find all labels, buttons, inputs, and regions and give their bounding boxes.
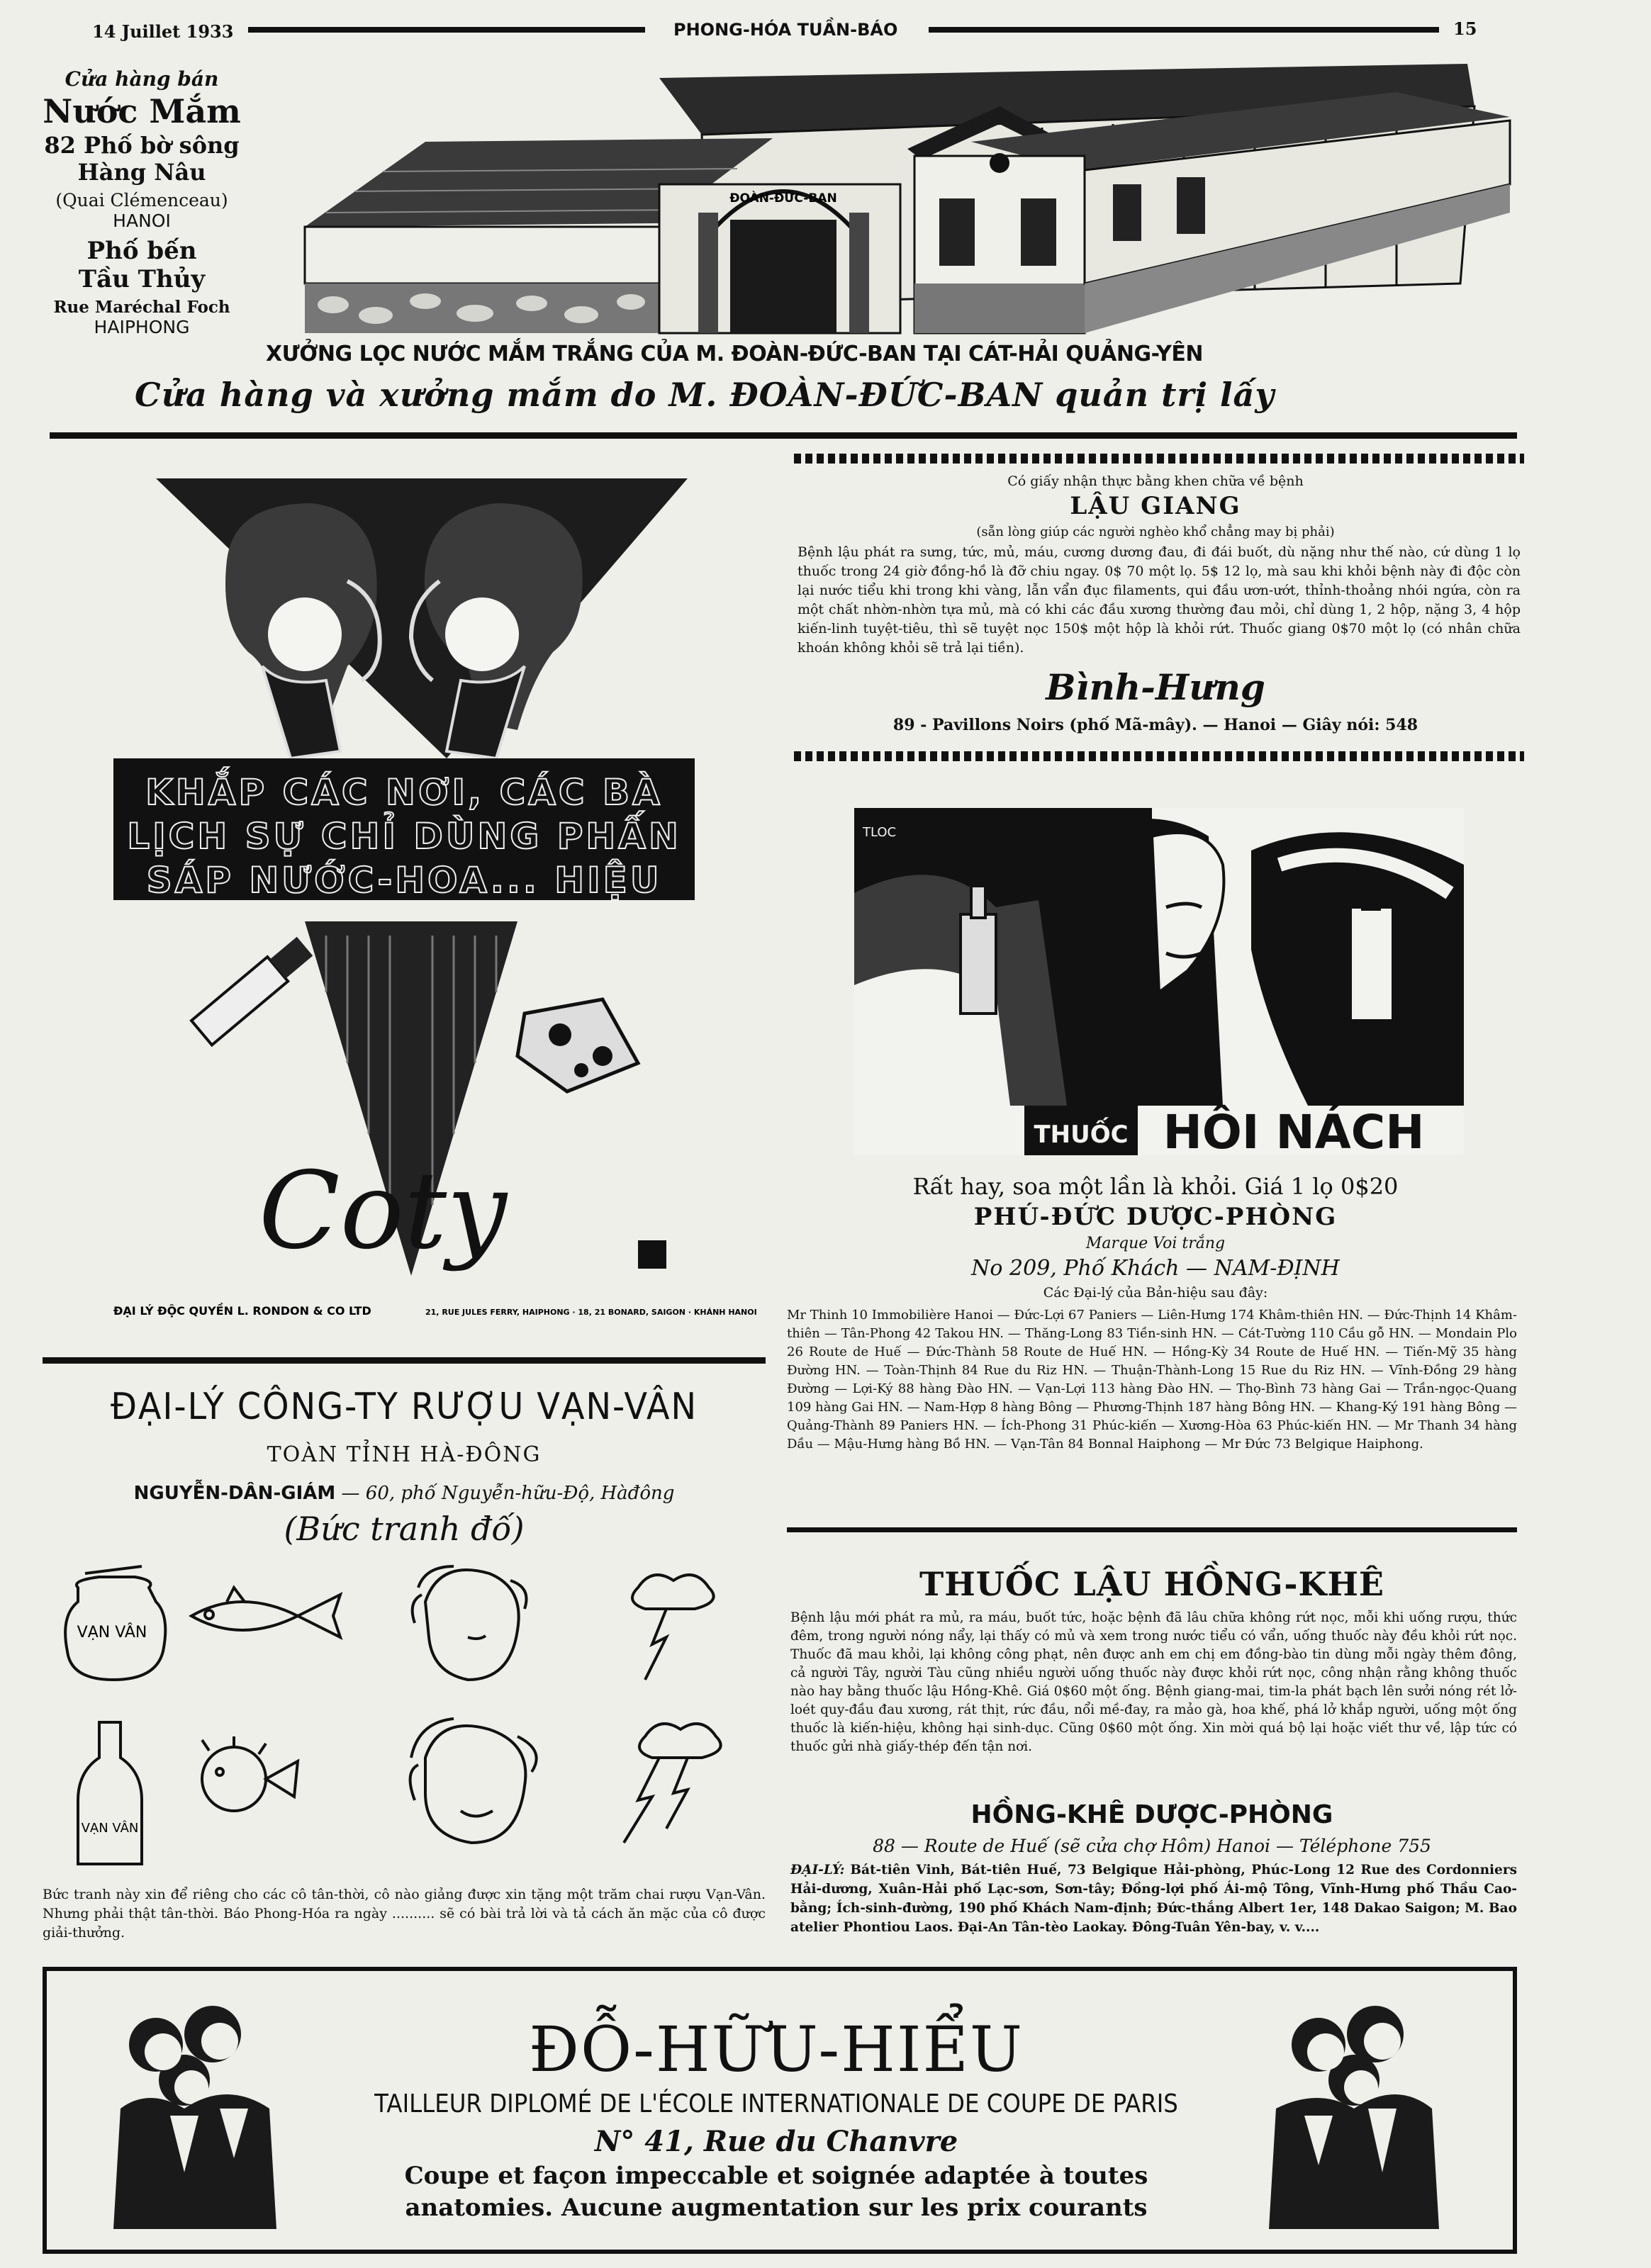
shop-line: Rue Maréchal Foch — [53, 298, 230, 317]
nuoc-mam-headline: Cửa hàng và xưởng mắm do M. ĐOÀN-ĐỨC-BAN quản trị lấy — [135, 376, 1275, 414]
coty-brand-signature: Coty — [258, 1150, 508, 1273]
coty-banner-line: LỊCH SỰ CHỈ DÙNG PHẤN — [127, 816, 681, 857]
hoi-nach-marque: Marque Voi trắng — [1085, 1235, 1226, 1252]
puffer-fish-icon — [202, 1736, 298, 1811]
section-rule — [787, 1527, 1517, 1532]
shop-line: Nước Mắm — [43, 92, 241, 130]
tailor-line-2: anatomies. Aucune augmentation sur les prix courants — [405, 2194, 1148, 2222]
van-van-title: ĐẠI-LÝ CÔNG-TY RƯỢU VẠN-VÂN — [110, 1386, 698, 1428]
van-van-body: Bức tranh này xin để riêng cho các cô tân-thời, cô nào giảng được xin tặng một trăm chai rượu Vạn-Vân. Nhưng phải thật tân-thời. Báo Phong-Hóa ra ngày .......... sẽ có bài trả lời và tả cách ăn mặc của cô được giải-thưởng. — [43, 1887, 766, 1941]
fish-icon — [191, 1588, 340, 1637]
hong-khe-agents-label: ĐẠI-LÝ: — [790, 1863, 845, 1877]
shop-line: Phố bến — [86, 237, 197, 265]
van-van-region: TOÀN TỈNH HÀ-ĐÔNG — [267, 1442, 542, 1467]
powder-puff-icon — [268, 597, 342, 671]
shop-line: HAIPHONG — [94, 317, 190, 337]
van-van-puzzle-title: (Bức tranh đố) — [284, 1510, 525, 1548]
hoi-nach-tagline: Rất hay, soa một lần là khỏi. Giá 1 lọ 0$20 — [912, 1173, 1399, 1200]
shop-line: (Quai Clémenceau) — [55, 190, 228, 210]
powder-box-icon — [517, 999, 638, 1091]
lightning-cloud-icon — [624, 1724, 721, 1843]
lipstick-icon — [191, 934, 315, 1045]
hoi-nach-illustration — [854, 808, 1464, 1160]
hong-khe-maker: HỒNG-KHÊ DƯỢC-PHÒNG — [970, 1800, 1333, 1829]
shop-line: Hàng Nâu — [77, 159, 206, 186]
nuoc-mam-shop-info — [28, 67, 255, 337]
header-rule-right — [929, 27, 1439, 33]
coty-logo-stamp — [638, 1240, 666, 1269]
lau-giang-body: Bệnh lậu phát ra sưng, tức, mủ, máu, cương dương đau, đi đái buốt, dù nặng như thế nào, cứ dùng 1 lọ thuốc trong 24 giờ đồng-hồ là đỡ chiu ngay. 0$ 70 một lọ. 5$ 12 lọ, mà sau khi khỏi bệnh này đi độc còn lại nước tiểu khi trong khi vàng, lẫn vẩn đục filaments, qui đầu ươn-ướt, thỉnh-thoảng nhói ngứa, còn ra một chất nhờn-nhờn tựa mủ, mà có khi các đầu xương thường đau mỏi, chỉ dùng 1, 2 hộp, nặng 3, 4 hộp kiến-linh tuyệt-tiêu, thì sẽ tuyệt nọc 150$ một hộp là khỏi rứt. Thuốc giang 0$70 một lọ (có nhân chữa khoán không khỏi sẽ trả lại tiền). — [797, 544, 1521, 656]
tailor-title: TAILLEUR DIPLOMÉ DE L'ÉCOLE INTERNATIONALE DE COUPE DE PARIS — [374, 2089, 1178, 2118]
gentlemen-illustration-left — [106, 2002, 291, 2229]
bottle-icon — [961, 914, 996, 1014]
lau-giang-subtitle: (sẵn lòng giúp các người nghèo khổ chẳng may bị phải) — [976, 524, 1335, 539]
bottle-label: VẠN VÂN — [81, 1821, 139, 1836]
woman-head-icon — [410, 1719, 537, 1843]
hoi-nach-agents: Mr Thinh 10 Immobilière Hanoi — Đức-Lợi 67 Paniers — Liên-Hưng 174 Khâm-thiên HN. — Đức-Thịnh 14 Khâm-thiên — Tân-Phong 42 Takou HN. — Thăng-Long 83 Tiền-sinh HN. — Cát-Tường 110 Cầu gỗ HN. — Mondain Plo 26 Route de Huế — Đức-Thành 58 Route de Huế HN. — Hồng-Kỳ 34 Route de Huế HN. — Tiến-Mỹ 35 hàng Đường HN. — Toàn-Thịnh 84 Rue du Riz HN. — Thuận-Thành-Long 15 Rue du Riz HN. — Vĩnh-Đồng 29 hàng Đường — Lợi-Ký 88 hàng Đào HN. — Vạn-Lợi 113 hàng Đào HN. — Thọ-Bình 73 hàng Gai — Trần-ngọc-Quang 109 hàng Gai HN. — Nam-Hợp 8 hàng Bông — Phương-Thịnh 187 hàng Bông HN. — Khang-Ký 191 hàng Bông — Quảng-Thành 89 Paniers HN. — Ích-Phong 31 Phúc-kiến — Xương-Hòa 63 Phúc-kiến HN. — Mr Thanh 34 hàng Dầu — Mậu-Hưng hàng Bồ HN. — Vạn-Tân 84 Bonnal Haiphong — Mr Đức 73 Belgique Haiphong. — [787, 1308, 1517, 1452]
header-page-number: 15 — [1453, 18, 1477, 39]
bottle-icon — [1350, 907, 1393, 1021]
coty-agent-line-2: 21, RUE JULES FERRY, HAIPHONG · 18, 21 BONARD, SAIGON · KHÁNH HANOI — [425, 1308, 757, 1317]
hong-khe-agents-list: Bát-tiên Vinh, Bát-tiên Huế, 73 Belgique Hải-phòng, Phúc-Long 12 Rue des Cordonniers Hải-dương, Xuân-Hải phố Lạc-sơn, Sơn-tây; Đồng-lợi phố Ái-mộ Tông, Vĩnh-Hưng phố Thầu Cao-bằng; Ích-sinh-đường, 190 phố Khách Nam-định; Đức-thắng Albert 1er, 148 Dakao Saigon; M. Bao atelier Phontiou Laos. Đại-An Tân-tèo Laokay. Đông-Tuân Yên-bay, v. v.... — [790, 1863, 1517, 1935]
hoi-nach-address: No 209, Phố Khách — NAM-ĐỊNH — [971, 1256, 1340, 1281]
tailor-line-1: Coupe et façon impeccable et soignée adaptée à toutes — [404, 2162, 1148, 2190]
lau-giang-brand: Bình-Hưng — [1046, 666, 1265, 708]
wavy-rule — [794, 751, 1524, 761]
hoi-nach-title-small: THUỐC — [1034, 1121, 1129, 1149]
hoi-nach-maker: PHÚ-ĐỨC DƯỢC-PHÒNG — [973, 1203, 1338, 1231]
hong-khe-body: Bệnh lậu mới phát ra mủ, ra máu, buốt tức, hoặc bệnh đã lâu chữa không rứt nọc, mỗi khi uống rượu, thức đêm, trong người nóng nẩy, lại thấy có mủ và xem trong nước tiểu có vẩn, uống thuốc này đều khỏi rứt nọc. Thuốc đã mau khỏi, lại không công phạt, nên được anh em chị em đồng-bào tin dùng mỗi ngày thêm đông, cả người Tây, người Tàu cũng nhiều người uống thuốc này được khỏi rứt nọc, công nhận rằng không thuốc nào hay bằng thuốc lậu Hồng-Khê. Giá 0$60 một ống. Bệnh giang-mai, tim-la phát bạch lên sưởi nóng rét lở-loét quy-đầu đau xương, rát thịt, rức đầu, nổi mề-đay, ra mảo gà, hoa khế, phá lở khắp người, uống một ống thuốc là kiến-hiệu, không hại sinh-dục. Cũng 0$60 một ống. Xin mời quá bộ lại hoặc viết thư về, lập tức có thuốc gửi nhà giấy-thép đến tận nơi. — [790, 1610, 1517, 1754]
hong-khe-address: 88 — Route de Huế (sẽ cửa chợ Hôm) Hanoi — Téléphone 755 — [873, 1836, 1431, 1856]
header-paper-name: PHONG-HÓA TUẦN-BÁO — [673, 20, 898, 40]
storm-cloud-icon — [632, 1575, 714, 1680]
tailor-name: ĐỖ-HỮU-HIỂU — [528, 2013, 1024, 2086]
van-van-agent — [43, 1483, 766, 1504]
shop-line: Tầu Thủy — [78, 265, 206, 293]
shop-line: 82 Phố bờ sông — [44, 132, 240, 159]
header-date: 14 Juillet 1933 — [92, 21, 234, 42]
shop-line: HANOI — [113, 210, 171, 231]
coty-illustration — [113, 454, 757, 1332]
hoi-nach-artist-sign: TLOC — [863, 825, 897, 840]
gate-sign: ĐOÀN-ĐỨC-BAN — [729, 191, 837, 206]
hong-khe-agents — [790, 1860, 1517, 1937]
factory-illustration — [262, 50, 1524, 347]
lau-giang-intro: Có giấy nhận thực bằng khen chữa về bệnh — [1007, 473, 1304, 489]
coty-banner-line: KHẮP CÁC NƠI, CÁC BÀ — [145, 772, 663, 813]
wavy-rule — [794, 454, 1524, 464]
lau-giang-address: 89 - Pavillons Noirs (phố Mã-mây). — Hanoi — Giây nói: 548 — [892, 716, 1418, 734]
hoi-nach-title-big: HÔI NÁCH — [1163, 1105, 1425, 1160]
jar-icon — [65, 1566, 165, 1680]
powder-puff-icon — [445, 597, 519, 671]
tailor-address: N° 41, Rue du Chanvre — [594, 2125, 958, 2158]
header-rule-left — [248, 27, 645, 33]
factory-caption: XƯỞNG LỌC NƯỚC MẮM TRẮNG CỦA M. ĐOÀN-ĐỨC-BAN TẠI CÁT-HẢI QUẢNG-YÊN — [266, 342, 1203, 366]
gentlemen-illustration-right — [1262, 2002, 1446, 2229]
section-rule — [43, 1357, 766, 1364]
coty-agent-line-1: ĐẠI LÝ ĐỘC QUYỀN L. RONDON & CO LTD — [113, 1304, 371, 1318]
hoi-nach-agents-intro: Các Đại-lý của Bản-hiệu sau đây: — [1043, 1285, 1268, 1301]
section-rule — [50, 432, 1517, 439]
van-van-agent-address: — 60, phố Nguyễn-hữu-Độ, Hàđông — [341, 1483, 675, 1504]
lau-giang-title: LẬU GIANG — [1070, 492, 1241, 520]
jar-label: VẠN VÂN — [77, 1624, 147, 1641]
coty-banner-line: SÁP NƯỚC-HOA... HIỆU — [146, 860, 662, 901]
bottle-icon — [78, 1722, 142, 1864]
van-van-agent-name: NGUYỄN-DÂN-GIÁM — [133, 1483, 336, 1504]
woman-head-icon — [413, 1566, 527, 1680]
shop-line: Cửa hàng bán — [65, 67, 219, 91]
hong-khe-title: THUỐC LẬU HỒNG-KHÊ — [919, 1565, 1384, 1603]
puzzle-drawings — [57, 1559, 766, 1871]
